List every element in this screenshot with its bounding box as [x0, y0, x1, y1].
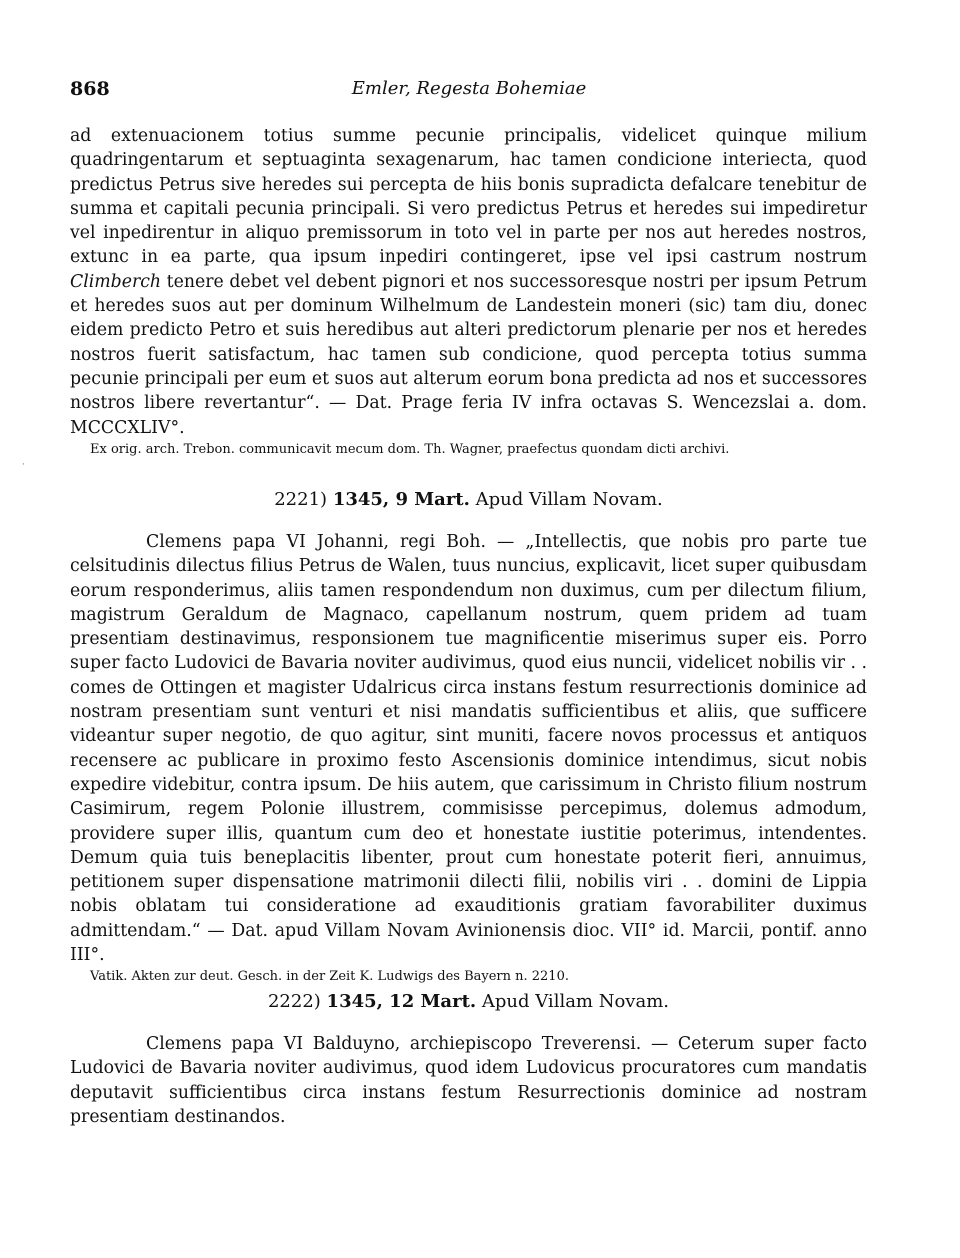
page-number: 868: [70, 78, 110, 100]
text-segment: tenere debet vel debent pignori et nos successoresque nostri per ipsum Petrum et heredes suos aut per dominum Wilhelmum de Landestein moneri (sic) tam diu, donec eidem predicto Petro et suis heredibus aut alteri predictorum plenarie per nos et heredes nostros fuerit satisfactum, hac tamen sub condicione, quod percepta totius summa pecunie principali per eum et suos aut alterum eorum bona predicta ad nos et successores nostros libere revertantur“. — Dat. Prage feria IV infra octavas S. Wencezslai a. dom. MCCCXLIV°.: [70, 271, 867, 438]
document-body: Clemens papa VI Balduyno, archiepiscopo Treverensi. — Ceterum super facto Ludovici de Bavaria noviter audivimus, quod idem Ludovicus procuratores cum mandatis deputavit sufficientibus circa instans festum Resurrectionis dominice ad nostram presentiam destinandos.: [70, 1034, 867, 1127]
previous-document-block: [70, 124, 867, 459]
document-place: Apud Villam Novam.: [481, 991, 670, 1012]
running-title: Emler, Regesta Bohemiae: [351, 78, 587, 99]
source-note: Ex orig. arch. Trebon. communicavit mecum dom. Th. Wagner, praefectus quondam dicti archivi.: [90, 441, 730, 457]
place-name: Climberch: [70, 271, 162, 292]
document-heading-2221: [70, 489, 867, 510]
previous-document-text: [70, 124, 867, 440]
text-segment: ad extenuacionem totius summe pecunie principalis, videlicet quinque milium quadringentarum et septuaginta sexagenarum, hac tamen condicione interiecta, quod predictus Petrus sive heredes sui percepta de hiis bonis supradicta defalcare tenebitur de summa et capitali pecunia principali. Si vero predictus Petrus et heredes sui impediretur vel inpedirentur in aliquo premissorum in toto vel in parte per nos aut heredes nostros, extunc in ea parte, qua ipsum inpediri contingeret, ipse vel ipsi castrum nostrum: [70, 126, 867, 268]
document-number: 2221): [274, 489, 328, 510]
document-body: Clemens papa VI Johanni, regi Boh. — „Intellectis, que nobis pro parte tue celsitudinis dilectus filius Petrus de Walen, tuus nuncius, explicavit, licet super quibusdam eorum responderimus, aliis tamen respondendum non duximus, cum per dilectum filium, magistrum Geraldum de Magnaco, capellanum nostrum, quem pridem ad tuam presentiam destinavimus, responsionem tue magnificentie miserimus super eis. Porro super facto Ludovici de Bavaria noviter audivimus, quod eius nuncii, videlicet nobilis vir . . comes de Ottingen et magister Udalricus circa instans festum resurrectionis dominice ad nostram presentiam sunt venturi et nisi mandatis sufficientibus et aliis, que sufficere videantur super negotio, de quo agitur, sint muniti, facere novos processus et antiquos recensere ac publicare in proximo festo Ascensionis dominice intendimus, sicut nobis expedire videbitur, contra ipsum. De hiis autem, que carissimum in Christo filium nostrum Casimirum, regem Polonie illustrem, commisisse percepimus, dolemus admodum, providere super illis, quantum cum deo et honestate iustitie poterimus, intendentes. Demum quia tuis beneplacitis libenter, prout cum honestate poterit fieri, annuimus, petitionem super dispensatione matrimonii dilecti filii, nobilis viri . . domini de Lippia nobis oblatam tui consideratione ad exauditionis gratiam favorabiliter duximus admittendam.“ — Dat. apud Villam Novam Avinionensis dioc. VII° id. Marcii, pontif. anno III°.: [70, 532, 867, 966]
document-date: 1345, 12 Mart.: [326, 991, 477, 1012]
document-2222-block: [70, 1032, 867, 1129]
page-header: [70, 78, 868, 104]
document-heading-2222: [70, 991, 867, 1012]
document-date: 1345, 9 Mart.: [332, 489, 470, 510]
document-number: 2222): [267, 991, 321, 1012]
document-2221-block: [70, 530, 867, 986]
source-note: Vatik. Akten zur deut. Gesch. in der Zeit K. Ludwigs des Bayern n. 2210.: [90, 969, 569, 985]
document-place: Apud Villam Novam.: [475, 489, 663, 510]
scan-speck: ·: [22, 460, 25, 470]
